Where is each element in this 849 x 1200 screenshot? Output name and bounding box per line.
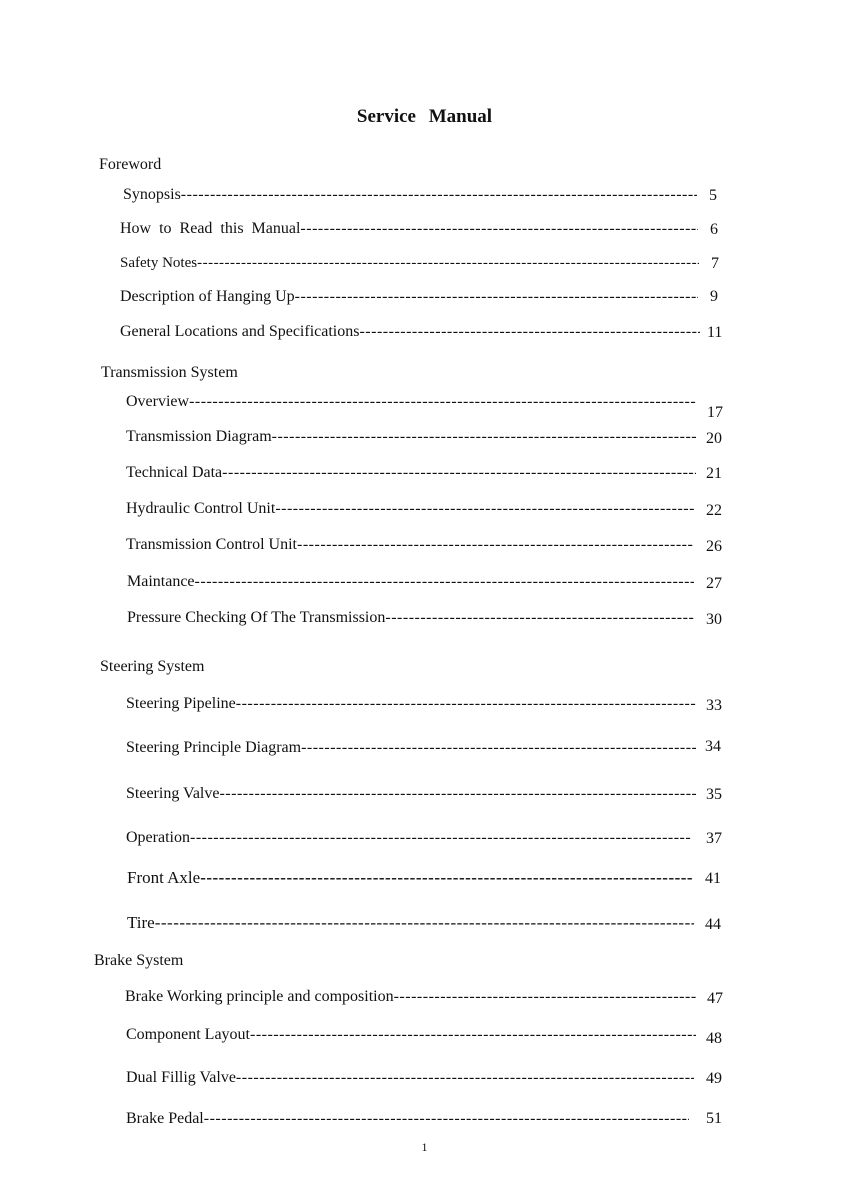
toc-entry-label: Pressure Checking Of The Transmission (127, 609, 386, 626)
toc-entry-label: General Locations and Specifications (120, 323, 360, 340)
leader-dots (200, 868, 693, 888)
leader-dots (155, 913, 694, 933)
toc-page-number: 21 (706, 465, 722, 482)
toc-entry-label: Tire (127, 913, 155, 932)
toc-entry-how-to-read (120, 220, 698, 238)
toc-entry-tire (127, 913, 694, 933)
toc-entry-label: Steering Principle Diagram (126, 739, 302, 756)
toc-entry-hanging-up (120, 288, 698, 306)
toc-entry-synopsis (123, 186, 697, 204)
toc-entry-hydraulic-control-unit (126, 500, 694, 518)
toc-entry-steering-principle-diagram (126, 739, 696, 757)
toc-entry-label: Maintance (127, 573, 195, 590)
toc-page-number: 47 (707, 990, 723, 1007)
toc-page-number: 6 (710, 221, 718, 238)
toc-entry-label: Transmission Control Unit (126, 536, 297, 553)
leader-dots (359, 323, 700, 341)
toc-page-number: 48 (706, 1030, 722, 1047)
toc-entry-label: Front Axle (127, 868, 201, 887)
toc-entry-overview (126, 393, 696, 411)
toc-entry-maintance (127, 573, 694, 591)
toc-page-number: 51 (706, 1110, 722, 1127)
leader-dots (189, 393, 696, 411)
leader-dots (275, 500, 694, 518)
toc-page-number: 9 (710, 288, 718, 305)
leader-dots (297, 536, 694, 554)
toc-page-number: 22 (706, 502, 722, 519)
toc-entry-brake-pedal (126, 1110, 689, 1128)
toc-page-number: 30 (706, 611, 722, 628)
toc-entry-general-locations (120, 323, 700, 341)
toc-entry-transmission-diagram (126, 428, 696, 446)
toc-entry-operation (126, 829, 691, 847)
toc-entry-label: Description of Hanging Up (120, 288, 295, 305)
leader-dots (236, 695, 696, 713)
toc-page-number: 5 (709, 187, 717, 204)
leader-dots (181, 186, 697, 204)
leader-dots (301, 739, 696, 757)
toc-entry-label: Overview (126, 393, 190, 410)
toc-entry-pressure-checking (127, 609, 694, 627)
toc-entry-steering-pipeline (126, 695, 696, 713)
toc-entry-label: Safety Notes (120, 255, 198, 271)
toc-entry-label: Brake Working principle and composition (125, 988, 394, 1005)
leader-dots (385, 609, 694, 627)
toc-entry-transmission-control-unit (126, 536, 694, 554)
toc-entry-safety-notes (120, 255, 699, 272)
leader-dots (204, 1110, 689, 1128)
toc-page-number: 37 (706, 830, 722, 847)
leader-dots (236, 1069, 694, 1087)
toc-page-number: 26 (706, 538, 722, 555)
toc-entry-label: How to Read this Manual (120, 220, 301, 237)
leader-dots (197, 255, 699, 272)
toc-entry-label: Synopsis (123, 186, 181, 203)
leader-dots (272, 428, 696, 446)
toc-page-number: 41 (705, 870, 721, 887)
leader-dots (295, 288, 698, 306)
section-heading-transmission: Transmission System (101, 364, 238, 381)
leader-dots (250, 1026, 696, 1044)
toc-entry-steering-valve (126, 785, 696, 803)
toc-entry-label: Steering Valve (126, 785, 220, 802)
toc-page-number: 17 (707, 404, 723, 421)
toc-entry-label: Transmission Diagram (126, 428, 272, 445)
section-heading-steering: Steering System (100, 658, 205, 675)
page-title: Service Manual (356, 106, 493, 127)
toc-entry-brake-working-principle (125, 988, 697, 1006)
leader-dots (300, 220, 698, 238)
toc-page-number: 7 (711, 255, 719, 272)
toc-entry-dual-fillig-valve (126, 1069, 694, 1087)
toc-entry-label: Brake Pedal (126, 1110, 204, 1127)
toc-page-number: 20 (706, 430, 722, 447)
section-heading-foreword: Foreword (99, 156, 162, 173)
leader-dots (394, 988, 697, 1006)
section-heading-brake: Brake System (94, 952, 184, 969)
toc-page-number: 44 (705, 916, 721, 933)
footer-page-number: 1 (421, 1140, 428, 1154)
toc-entry-component-layout (126, 1026, 696, 1044)
toc-page-number: 33 (706, 697, 722, 714)
toc-entry-label: Component Layout (126, 1026, 250, 1043)
toc-entry-label: Technical Data (126, 464, 223, 481)
toc-entry-technical-data (126, 464, 696, 482)
toc-page-number: 34 (705, 738, 721, 755)
toc-entry-label: Operation (126, 829, 190, 846)
leader-dots (195, 573, 694, 591)
leader-dots (219, 785, 696, 803)
toc-page-number: 49 (706, 1070, 722, 1087)
leader-dots (190, 829, 691, 847)
leader-dots (222, 464, 696, 482)
toc-entry-label: Dual Fillig Valve (126, 1069, 236, 1086)
toc-entry-label: Steering Pipeline (126, 695, 236, 712)
toc-entry-label: Hydraulic Control Unit (126, 500, 276, 517)
toc-page-number: 35 (706, 786, 722, 803)
toc-page-number: 11 (707, 324, 723, 341)
toc-page-number: 27 (706, 575, 722, 592)
toc-entry-front-axle (127, 868, 693, 888)
